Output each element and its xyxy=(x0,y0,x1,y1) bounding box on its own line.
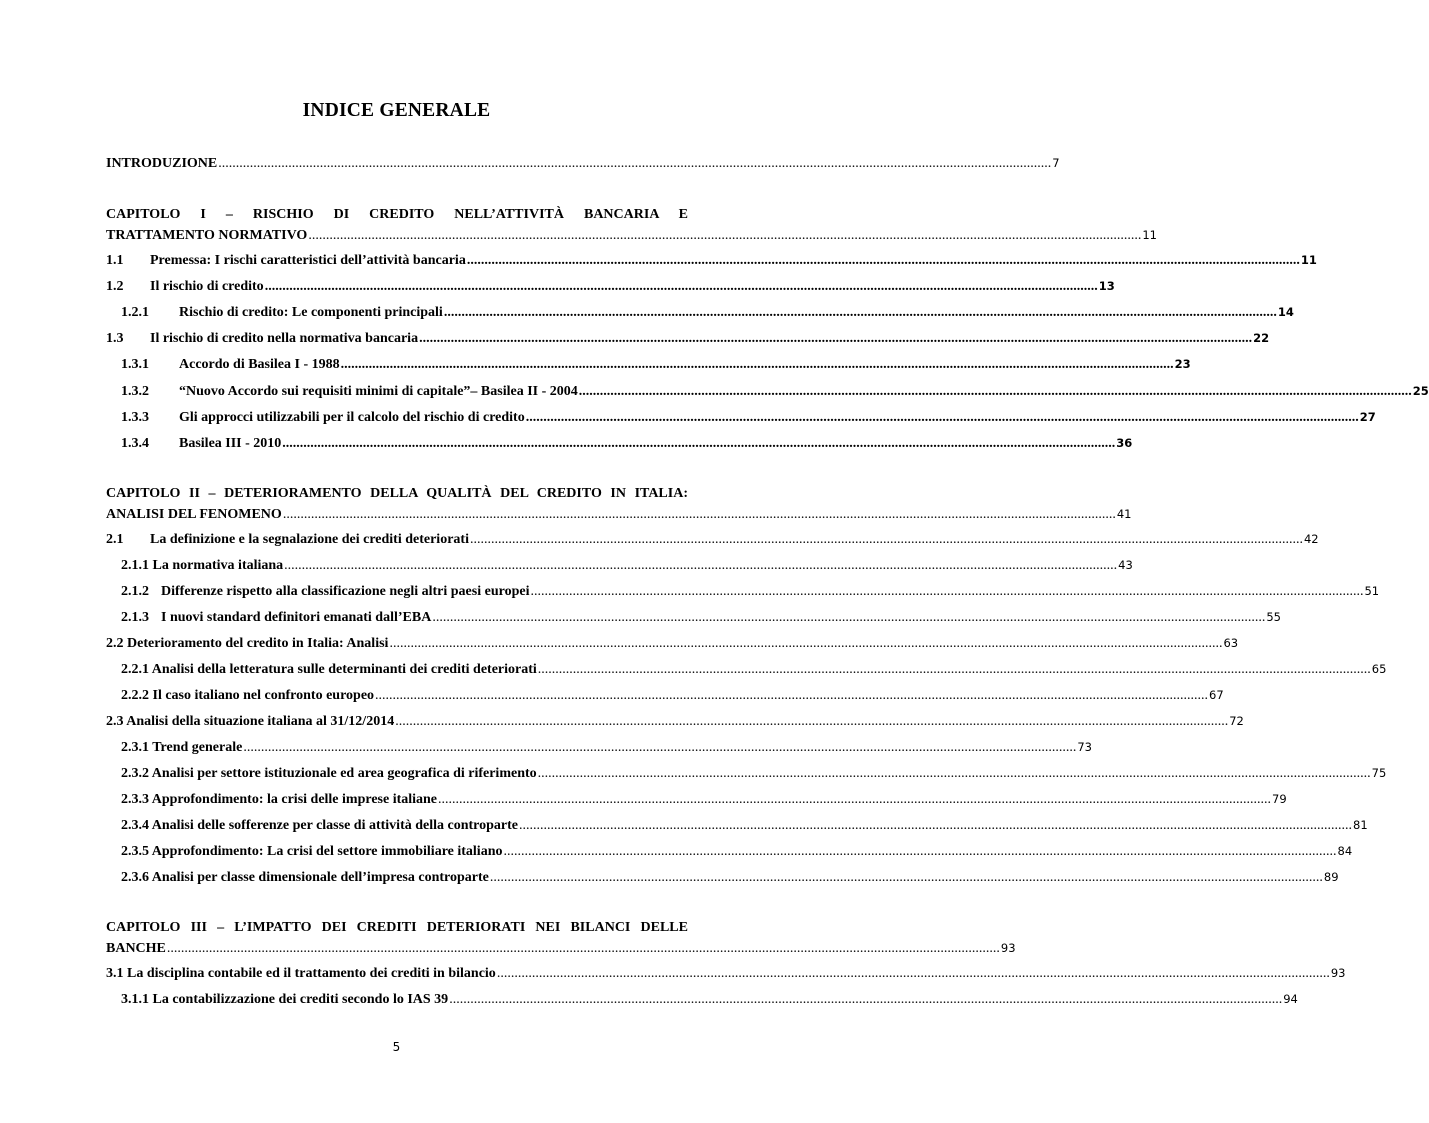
dot-leader xyxy=(282,434,1115,454)
dot-leader xyxy=(218,154,1051,174)
toc-entry-title: Gli approcci utilizzabili per il calcolo del rischio di credito xyxy=(179,410,525,425)
dot-leader xyxy=(432,608,1265,628)
section-number: 2.1.3 xyxy=(121,610,149,625)
toc-entry-2-3-1[interactable] xyxy=(121,737,1092,758)
toc-entry-title: 2.3 Analisi della situazione italiana al 31/12/2014 xyxy=(106,714,395,729)
dot-leader xyxy=(526,408,1359,428)
toc-entry-title: Rischio di credito: Le componenti principali xyxy=(179,305,443,320)
toc-entry-2-1[interactable] xyxy=(106,529,1319,550)
toc-entry-title: Differenze rispetto alla classificazione negli altri paesi europei xyxy=(161,584,530,599)
toc-entry-2-2-2[interactable] xyxy=(121,685,1224,706)
toc-page-number: 43 xyxy=(1118,558,1133,572)
dot-leader xyxy=(449,990,1282,1010)
section-number: 1.3.4 xyxy=(121,436,149,451)
section-number: 1.3.1 xyxy=(121,357,149,372)
toc-entry-3-1[interactable] xyxy=(106,963,1346,984)
toc-entry-2-2[interactable] xyxy=(106,633,1239,654)
dot-leader xyxy=(395,712,1228,732)
dot-leader xyxy=(375,686,1208,706)
toc-entry-title: Basilea III - 2010 xyxy=(179,436,282,451)
toc-entry-title-line1: CAPITOLO I – RISCHIO DI CREDITO NELL’ATTIVITÀ BANCARIA E xyxy=(106,207,688,222)
toc-entry-3-1-1[interactable] xyxy=(121,989,1298,1010)
toc-entry-title: 3.1.1 La contabilizzazione dei crediti secondo lo IAS 39 xyxy=(121,992,449,1007)
dot-leader xyxy=(504,842,1337,862)
dot-leader xyxy=(538,660,1371,680)
dot-leader xyxy=(419,329,1252,349)
toc-page-number: 93 xyxy=(1330,966,1346,980)
toc-entry-title: Premessa: I rischi caratteristici dell’attività bancaria xyxy=(150,253,466,268)
toc-page-number: 14 xyxy=(1277,305,1294,319)
toc-entry-2-3-2[interactable] xyxy=(121,763,1387,784)
toc-entry-capitolo-3[interactable] xyxy=(106,918,1016,959)
dot-leader xyxy=(243,738,1076,758)
toc-entry-2-1-3[interactable] xyxy=(121,607,1281,628)
dot-leader xyxy=(467,251,1300,271)
toc-page-number: 51 xyxy=(1364,584,1380,598)
section-number: 2.1.2 xyxy=(121,584,149,599)
toc-page-number: 65 xyxy=(1371,662,1387,676)
toc-page-number: 11 xyxy=(1300,253,1317,267)
dot-leader xyxy=(438,790,1271,810)
section-number: 1.2.1 xyxy=(121,305,149,320)
toc-page-number: 55 xyxy=(1266,610,1281,624)
dot-leader xyxy=(470,530,1303,550)
dot-leader xyxy=(167,939,1000,959)
toc-entry-2-1-1[interactable] xyxy=(121,555,1133,576)
toc-page-number: 75 xyxy=(1371,766,1387,780)
dot-leader xyxy=(579,382,1412,402)
toc-page-number: 79 xyxy=(1272,792,1287,806)
toc-page-number: 27 xyxy=(1359,410,1376,424)
toc-entry-introduzione[interactable] xyxy=(106,153,1060,174)
toc-entry-title: 2.2.2 Il caso italiano nel confronto europeo xyxy=(121,688,375,703)
toc-entry-1-3-4[interactable] xyxy=(121,433,1133,454)
toc-entry-2-3[interactable] xyxy=(106,711,1244,732)
toc-entry-1-2-1[interactable] xyxy=(121,302,1294,323)
toc-entry-1-3-1[interactable] xyxy=(121,354,1191,375)
section-number: 2.1 xyxy=(106,532,124,547)
toc-page-number: 93 xyxy=(1000,941,1016,955)
toc-page-number: 63 xyxy=(1223,636,1239,650)
toc-entry-title: 3.1 La disciplina contabile ed il trattamento dei crediti in bilancio xyxy=(106,966,496,981)
toc-entry-capitolo-1[interactable] xyxy=(106,205,1157,246)
toc-page-number: 22 xyxy=(1253,331,1270,345)
toc-page-number: 84 xyxy=(1337,844,1353,858)
dot-leader xyxy=(538,764,1371,784)
toc-entry-title: 2.1.1 La normativa italiana xyxy=(121,558,284,573)
page-number-footer: 5 xyxy=(392,1040,401,1054)
toc-entry-title: 2.3.4 Analisi delle sofferenze per classe di attività della controparte xyxy=(121,818,519,833)
toc-page-number: 7 xyxy=(1052,156,1060,170)
section-number: 1.2 xyxy=(106,279,124,294)
section-number: 1.3 xyxy=(106,331,124,346)
toc-entry-capitolo-2[interactable] xyxy=(106,484,1132,525)
toc-entry-title-line2: BANCHE xyxy=(106,941,166,956)
toc-entry-title: La definizione e la segnalazione dei crediti deteriorati xyxy=(150,532,469,547)
dot-leader xyxy=(389,634,1222,654)
toc-entry-1-3-3[interactable] xyxy=(121,407,1376,428)
toc-entry-2-3-5[interactable] xyxy=(121,841,1353,862)
toc-entry-title-line1: CAPITOLO II – DETERIORAMENTO DELLA QUALITÀ DEL CREDITO IN ITALIA: xyxy=(106,486,688,501)
toc-entry-2-2-1[interactable] xyxy=(121,659,1387,680)
toc-entry-1-3-2[interactable] xyxy=(121,381,1429,402)
toc-entry-1-1[interactable] xyxy=(106,250,1317,271)
dot-leader xyxy=(265,277,1098,297)
toc-page-number: 73 xyxy=(1077,740,1092,754)
toc-entry-title-line2: TRATTAMENTO NORMATIVO xyxy=(106,228,308,243)
toc-entry-2-1-2[interactable] xyxy=(121,581,1380,602)
toc-entry-2-3-6[interactable] xyxy=(121,867,1339,888)
toc-entry-title-line1: CAPITOLO III – L’IMPATTO DEI CREDITI DETERIORATI NEI BILANCI DELLE xyxy=(106,920,688,935)
dot-leader xyxy=(444,303,1277,323)
dot-leader xyxy=(530,582,1363,602)
section-number: 1.1 xyxy=(106,253,124,268)
toc-page-number: 36 xyxy=(1116,436,1133,450)
toc-entry-1-3[interactable] xyxy=(106,328,1270,349)
toc-page-number: 23 xyxy=(1174,357,1191,371)
toc-page-number: 13 xyxy=(1098,279,1115,293)
dot-leader xyxy=(341,355,1174,375)
toc-entry-title: 2.2 Deterioramento del credito in Italia: Analisi xyxy=(106,636,389,651)
toc-entry-title: 2.3.1 Trend generale xyxy=(121,740,243,755)
toc-page-number: 41 xyxy=(1116,507,1132,521)
toc-entry-title: 2.2.1 Analisi della letteratura sulle determinanti dei crediti deteriorati xyxy=(121,662,537,677)
toc-entry-2-3-3[interactable] xyxy=(121,789,1287,810)
page-title: INDICE GENERALE xyxy=(302,100,491,121)
toc-page-number: 67 xyxy=(1209,688,1224,702)
toc-entry-title: 2.3.6 Analisi per classe dimensionale dell’impresa controparte xyxy=(121,870,489,885)
toc-page-number: 89 xyxy=(1323,870,1339,884)
dot-leader xyxy=(283,505,1116,525)
toc-page-number: 94 xyxy=(1283,992,1298,1006)
dot-leader xyxy=(519,816,1352,836)
toc-entry-title: 2.3.3 Approfondimento: la crisi delle imprese italiane xyxy=(121,792,438,807)
dot-leader xyxy=(284,556,1117,576)
toc-page-number: 72 xyxy=(1229,714,1244,728)
toc-page-number: 11 xyxy=(1142,228,1157,242)
toc-entry-title: 2.3.5 Approfondimento: La crisi del settore immobiliare italiano xyxy=(121,844,503,859)
toc-entry-title: 2.3.2 Analisi per settore istituzionale ed area geografica di riferimento xyxy=(121,766,537,781)
toc-entry-title: INTRODUZIONE xyxy=(106,156,218,171)
toc-page-number: 81 xyxy=(1353,818,1368,832)
toc-entry-title: Il rischio di credito nella normativa bancaria xyxy=(150,331,419,346)
toc-entry-title: “Nuovo Accordo sui requisiti minimi di capitale”– Basilea II - 2004 xyxy=(179,384,578,399)
toc-entry-title: Accordo di Basilea I - 1988 xyxy=(179,357,340,372)
section-number: 1.3.3 xyxy=(121,410,149,425)
toc-entry-title-line2: ANALISI DEL FENOMENO xyxy=(106,507,282,522)
section-number: 1.3.2 xyxy=(121,384,149,399)
toc-entry-2-3-4[interactable] xyxy=(121,815,1368,836)
dot-leader xyxy=(497,964,1330,984)
toc-entry-1-2[interactable] xyxy=(106,276,1115,297)
dot-leader xyxy=(308,226,1141,246)
toc-entry-title: I nuovi standard definitori emanati dall’EBA xyxy=(161,610,432,625)
toc-entry-title: Il rischio di credito xyxy=(150,279,264,294)
toc-page-number: 25 xyxy=(1412,384,1429,398)
dot-leader xyxy=(490,868,1323,888)
toc-page-number: 42 xyxy=(1303,532,1319,546)
